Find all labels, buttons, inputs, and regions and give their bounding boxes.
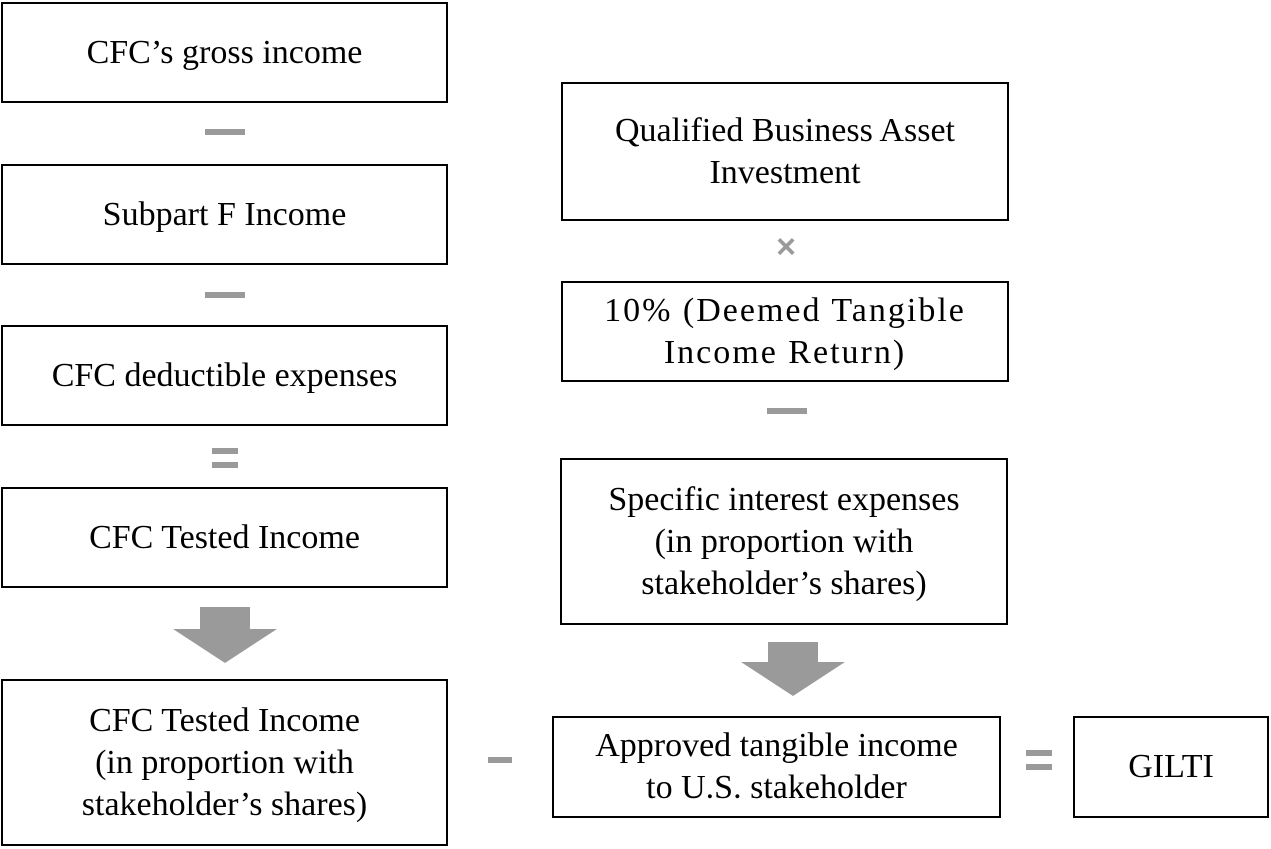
times-operator: × <box>776 228 796 266</box>
qualified-business-asset-investment-box: Qualified Business Asset Investment <box>561 82 1009 221</box>
down-arrow-left <box>173 607 277 663</box>
minus-operator-1 <box>205 129 245 135</box>
gilti-box: GILTI <box>1073 716 1269 818</box>
minus-operator-3 <box>767 408 807 414</box>
deemed-tangible-income-return-box: 10% (Deemed Tangible Income Return) <box>561 281 1009 382</box>
cfc-gross-income-box: CFC’s gross income <box>1 2 448 103</box>
cfc-tested-income-box: CFC Tested Income <box>1 487 448 588</box>
cfc-tested-income-proportion-box: CFC Tested Income (in proportion with stakeholder’s shares) <box>1 679 448 846</box>
minus-operator-2 <box>205 292 245 298</box>
minus-operator-4 <box>488 757 512 763</box>
specific-interest-expenses-box: Specific interest expenses (in proportion with stakeholder’s shares) <box>560 458 1008 625</box>
approved-tangible-income-box: Approved tangible income to U.S. stakeholder <box>552 716 1001 818</box>
cfc-deductible-expenses-box: CFC deductible expenses <box>1 325 448 426</box>
subpart-f-income-box: Subpart F Income <box>1 164 448 265</box>
equals-operator-2 <box>1026 750 1052 770</box>
equals-operator-1 <box>212 448 238 468</box>
down-arrow-right <box>741 642 845 696</box>
